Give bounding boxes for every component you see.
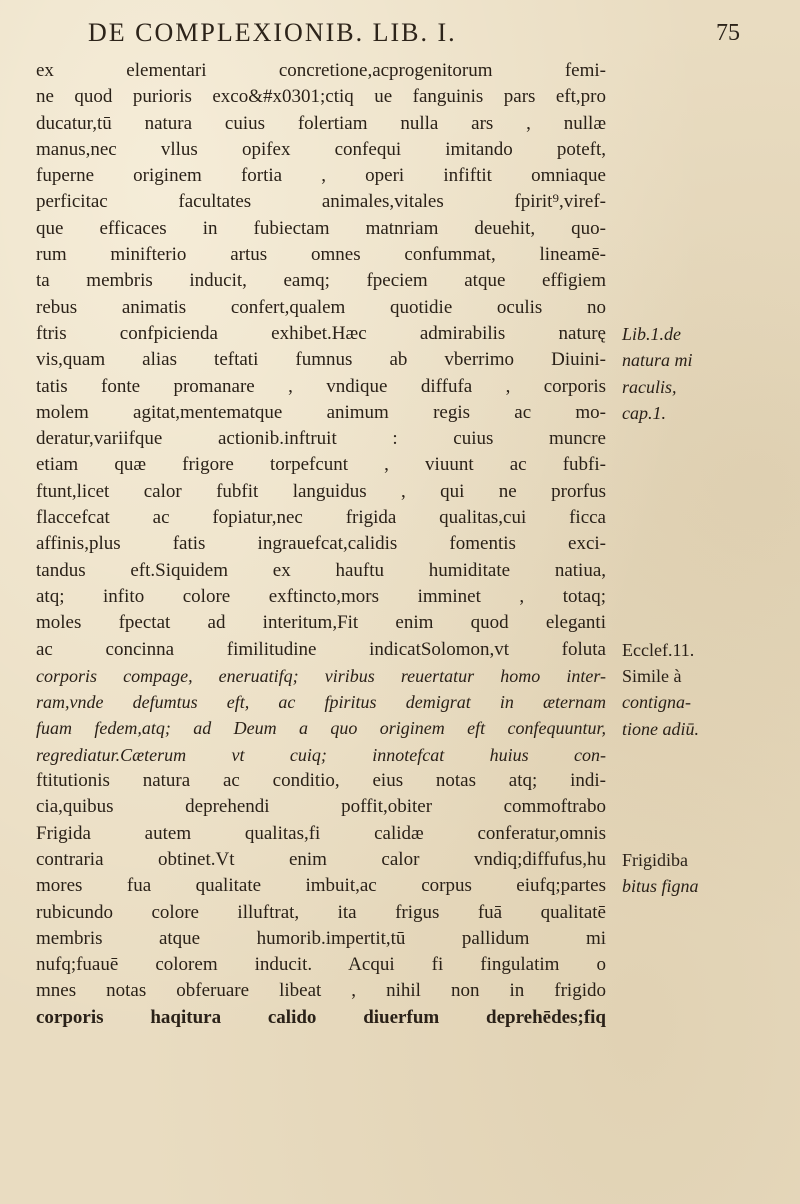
text-line: fuperne originem fortia , operi infiftit omniaque [36, 165, 606, 187]
text-line: perficitac facultates animales,vitales fpirit⁹,viref- [36, 191, 606, 213]
page-number: 75 [716, 20, 740, 46]
marginal-note: cap.1. [622, 402, 666, 423]
text-line: affinis,plus fatis ingrauefcat,calidis fomentis exci- [36, 533, 606, 555]
text-line: ducatur,tū natura cuius folertiam nulla ars , nullæ [36, 112, 606, 134]
text-line: regrediatur.Cæterum vt cuiq; innotefcat huius con- [36, 744, 606, 765]
text-line: ex elementari concretione,acprogenitorum femi- [36, 60, 606, 81]
text-line: tandus eft.Siquidem ex hauftu humiditate natiua, [36, 559, 606, 581]
text-line: rum minifterio artus omnes confummat, lineamē- [36, 244, 606, 266]
marginal-note: Frigidiba [622, 850, 688, 870]
marginal-note: Simile à [622, 665, 682, 686]
marginal-note: natura mi [622, 350, 693, 371]
text-line: ram,vnde defumtus eft, ac fpiritus demigrat in æternam [36, 692, 606, 713]
text-line: corporis haqitura calido diuerfum deprehēdes;fiq [36, 1006, 606, 1028]
text-line: moles fpectat ad interitum,Fit enim quod eleganti [36, 612, 606, 634]
text-line: ne quod purioris exco&#x0301;ctiq ue fanguinis pars eft,pro [36, 86, 606, 108]
text-line: mores fua qualitate imbuit,ac corpus eiufq;partes [36, 875, 606, 897]
text-line: rubicundo colore illuftrat, ita frigus fuā qualitatē [36, 901, 606, 923]
text-line: membris atque humorib.impertit,tū pallidum mi [36, 927, 606, 949]
text-line: vis,quam alias teftati fumnus ab vberrimo Diuini- [36, 349, 606, 371]
marginal-note: contigna- [622, 692, 691, 713]
running-head: DE COMPLEXIONIB. LIB. I. [88, 18, 457, 47]
text-line: cia,quibus deprehendi poffit,obiter commoftrabo [36, 796, 606, 818]
text-line: fuam fedem,atq; ad Deum a quo originem eft confequuntur, [36, 718, 606, 739]
text-line: ac concinna fimilitudine indicatSolomon,vt foluta [36, 638, 606, 660]
text-line: atq; infito colore exftincto,mors imminet , totaq; [36, 585, 606, 607]
text-line: molem agitat,mentematque animum regis ac mo- [36, 401, 606, 423]
text-line: ta membris inducit, eamq; fpeciem atque effigiem [36, 270, 606, 292]
marginal-note: Ecclef.11. [622, 639, 695, 660]
text-line: manus,nec vllus opifex confequi imitando poteft, [36, 138, 606, 160]
text-line: mnes notas obferuare libeat , nihil non in frigido [36, 980, 606, 1002]
text-line: ftitutionis natura ac conditio, eius notas atq; indi- [36, 770, 606, 792]
text-line: etiam quæ frigore torpefcunt , viuunt ac fubfi- [36, 454, 606, 476]
text-line: Frigida autem qualitas,fi calidæ conferatur,omnis [36, 822, 606, 844]
text-line: contraria obtinet.Vt enim calor vndiq;diffufus,hu [36, 848, 606, 870]
marginal-note: tione adiū. [622, 718, 699, 739]
text-line: deratur,variifque actionib.inftruit : cuius muncre [36, 428, 606, 450]
text-line: ftunt,licet calor fubfit languidus , qui ne prorfus [36, 480, 606, 502]
text-line: tatis fonte promanare , vndique diffufa , corporis [36, 375, 606, 397]
text-line: rebus animatis confert,qualem quotidie oculis no [36, 296, 606, 318]
marginal-note: raculis, [622, 376, 677, 397]
body-text [36, 58, 606, 1031]
text-line: nufq;fuauē colorem inducit. Acqui fi fingulatim o [36, 954, 606, 976]
text-line: corporis compage, eneruatifq; viribus reuertatur homo inter- [36, 665, 606, 686]
text-line: que efficaces in fubiectam matnriam deuehit, quo- [36, 217, 606, 239]
text-line: ftris confpicienda exhibet.Hæc admirabilis naturę [36, 322, 606, 344]
marginal-note: Lib.1.de [622, 324, 682, 344]
marginal-note: bitus figna [622, 876, 699, 897]
text-line: flaccefcat ac fopiatur,nec frigida qualitas,cui ficca [36, 507, 606, 529]
